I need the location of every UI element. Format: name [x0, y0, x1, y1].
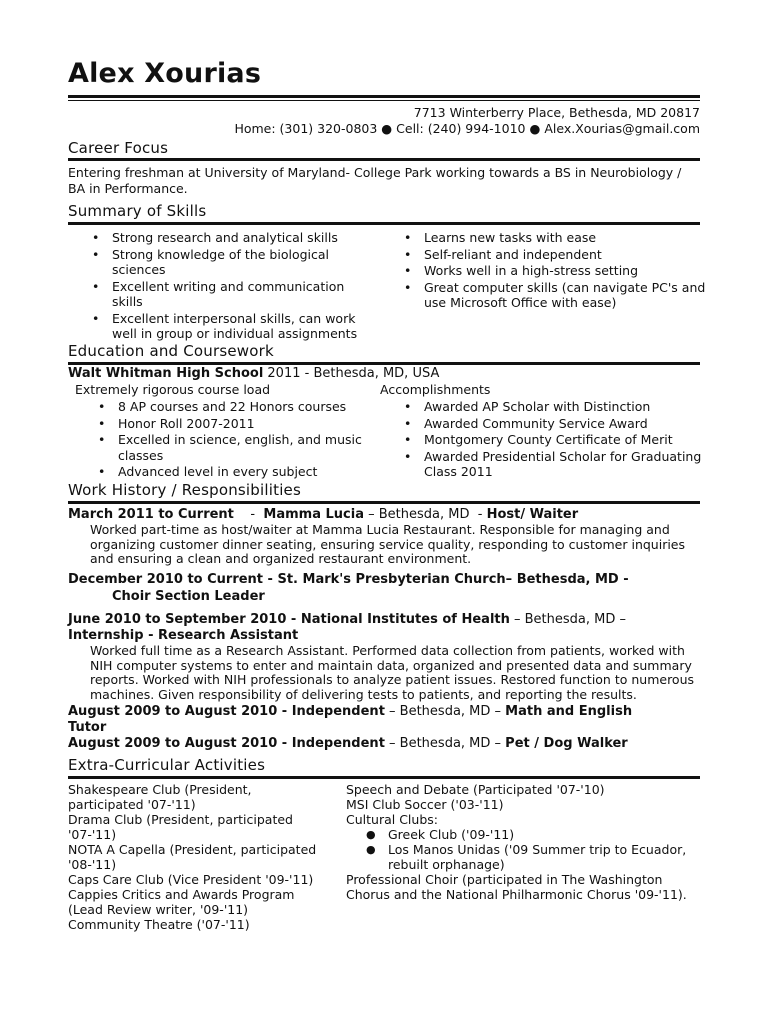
- job-3-heading: [68, 612, 626, 627]
- cultural-clubs-list: [360, 827, 706, 872]
- school-detail: 2011 - Bethesda, MD, USA: [263, 366, 440, 381]
- list-item: • Montgomery County Certificate of Merit: [396, 432, 712, 448]
- list-item: • Strong knowledge of the biological sciences: [84, 247, 364, 278]
- address-line: 7713 Winterberry Place, Bethesda, MD 20817: [413, 105, 700, 120]
- list-item: • Excellent interpersonal skills, can work well in group or individual assignments: [84, 311, 364, 342]
- list-item: • Awarded Presidential Scholar for Graduating Class 2011: [396, 449, 712, 480]
- list-item: • Learns new tasks with ease: [396, 230, 712, 246]
- activity-item: Professional Choir (participated in The Washington Chorus and the National Philharmonic Chorus '09-'11).: [346, 872, 687, 902]
- list-item: ● Greek Club ('09-'11): [360, 827, 706, 842]
- activity-item: Cappies Critics and Awards Program (Lead Review writer, '09-'11): [68, 887, 295, 917]
- coursework-heading: Extremely rigorous course load: [75, 382, 271, 397]
- list-item: • Advanced level in every subject: [90, 464, 380, 480]
- job-1-description: Worked part-time as host/waiter at Mamma Lucia Restaurant. Responsible for managing and organizing customer dinner seating, ensuring service quality, responding to customer inquiries and ensuring a clean and organized restaurant environment.: [90, 522, 686, 566]
- section-title-skills: Summary of Skills: [68, 202, 207, 220]
- activity-item: MSI Club Soccer ('03-'11): [346, 797, 504, 812]
- section-rule: [68, 158, 700, 161]
- section-title-extracurricular: Extra-Curricular Activities: [68, 756, 266, 774]
- job-4-dates: August 2009 to August 2010 -: [68, 704, 292, 719]
- job-5-role: Pet / Dog Walker: [505, 736, 628, 751]
- job-1-org: Mamma Lucia: [263, 507, 364, 522]
- list-item: • Excelled in science, english, and music classes: [90, 432, 380, 463]
- list-item: ● Los Manos Unidas ('09 Summer trip to Ecuador, rebuilt orphanage): [360, 842, 706, 872]
- job-3-location: – Bethesda, MD –: [509, 612, 627, 627]
- section-rule: [68, 222, 700, 225]
- job-3-role: Internship - Research Assistant: [68, 628, 299, 643]
- job-3-dates: June 2010 to September 2010 -: [68, 612, 301, 627]
- school-name: Walt Whitman High School: [68, 366, 264, 381]
- section-rule: [68, 362, 700, 365]
- header-rule-thick: [68, 95, 700, 98]
- skills-left-list: [84, 230, 364, 343]
- job-5-dates: August 2009 to August 2010 -: [68, 736, 292, 751]
- job-1-dates: March 2011 to Current: [68, 507, 234, 522]
- extracurricular-right: [346, 782, 706, 902]
- section-rule: [68, 776, 700, 779]
- activity-item: Community Theatre ('07-'11): [68, 917, 250, 932]
- accomplishments-list: [396, 399, 712, 481]
- school-line: [68, 366, 439, 381]
- section-rule: [68, 501, 700, 504]
- job-5-org: Independent: [291, 736, 385, 751]
- activity-item: Speech and Debate (Participated '07-'10): [346, 782, 605, 797]
- career-text: Entering freshman at University of Maryland- College Park working towards a BS in Neurobiology / BA in Performance.: [68, 165, 682, 196]
- list-item: • Strong research and analytical skills: [84, 230, 364, 246]
- list-item: • Awarded Community Service Award: [396, 416, 712, 432]
- skills-right-list: [396, 230, 712, 312]
- job-4-location: – Bethesda, MD –: [384, 704, 506, 719]
- job-1-location: – Bethesda, MD -: [363, 507, 487, 522]
- coursework-list: [90, 399, 380, 481]
- job-3-org: National Institutes of Health: [300, 612, 510, 627]
- list-item: • Great computer skills (can navigate PC's and use Microsoft Office with ease): [396, 280, 712, 311]
- job-4-org: Independent: [291, 704, 385, 719]
- job-2-line-1: December 2010 to Current - St. Mark's Presbyterian Church– Bethesda, MD -: [68, 572, 629, 587]
- contact-line: Home: (301) 320-0803 ● Cell: (240) 994-1010 ● Alex.Xourias@gmail.com: [234, 121, 700, 136]
- header-rule-thin: [68, 100, 700, 101]
- job-4-role: Math and English: [505, 704, 633, 719]
- job-5-location: – Bethesda, MD –: [384, 736, 506, 751]
- activity-item: Cultural Clubs:: [346, 812, 438, 827]
- activity-item: NOTA A Capella (President, participated '08-'11): [68, 842, 317, 872]
- job-3-description: Worked full time as a Research Assistant. Performed data collection from patients, worked with NIH computer systems to enter and maintain data, organized and presented data and summary reports. Worked with NIH professionals to analyze patient issues. Restored function to numerous machines. Given responsibility of delivering tests to patients, and reporting the results.: [90, 643, 695, 702]
- accomplishments-heading: Accomplishments: [380, 382, 491, 397]
- job-1-heading: [68, 507, 578, 522]
- job-5-heading: [68, 736, 628, 751]
- list-item: • 8 AP courses and 22 Honors courses: [90, 399, 380, 415]
- job-4-heading: [68, 704, 632, 719]
- activity-item: Drama Club (President, participated '07-'11): [68, 812, 293, 842]
- job-1-role: Host/ Waiter: [486, 507, 579, 522]
- activity-item: Caps Care Club (Vice President '09-'11): [68, 872, 314, 887]
- list-item: • Honor Roll 2007-2011: [90, 416, 380, 432]
- activity-item: Shakespeare Club (President, participated '07-'11): [68, 782, 252, 812]
- list-item: • Awarded AP Scholar with Distinction: [396, 399, 712, 415]
- section-title-career: Career Focus: [68, 139, 169, 157]
- resume-name: Alex Xourias: [68, 58, 262, 89]
- extracurricular-left: [68, 782, 318, 932]
- section-title-work: Work History / Responsibilities: [68, 481, 302, 499]
- list-item: • Excellent writing and communication skills: [84, 279, 364, 310]
- list-item: • Works well in a high-stress setting: [396, 263, 712, 279]
- list-item: • Self-reliant and independent: [396, 247, 712, 263]
- job-2-line-2: Choir Section Leader: [112, 589, 265, 604]
- section-title-education: Education and Coursework: [68, 342, 274, 360]
- job-1-separator: -: [233, 507, 264, 522]
- job-4-role-cont: Tutor: [68, 720, 107, 735]
